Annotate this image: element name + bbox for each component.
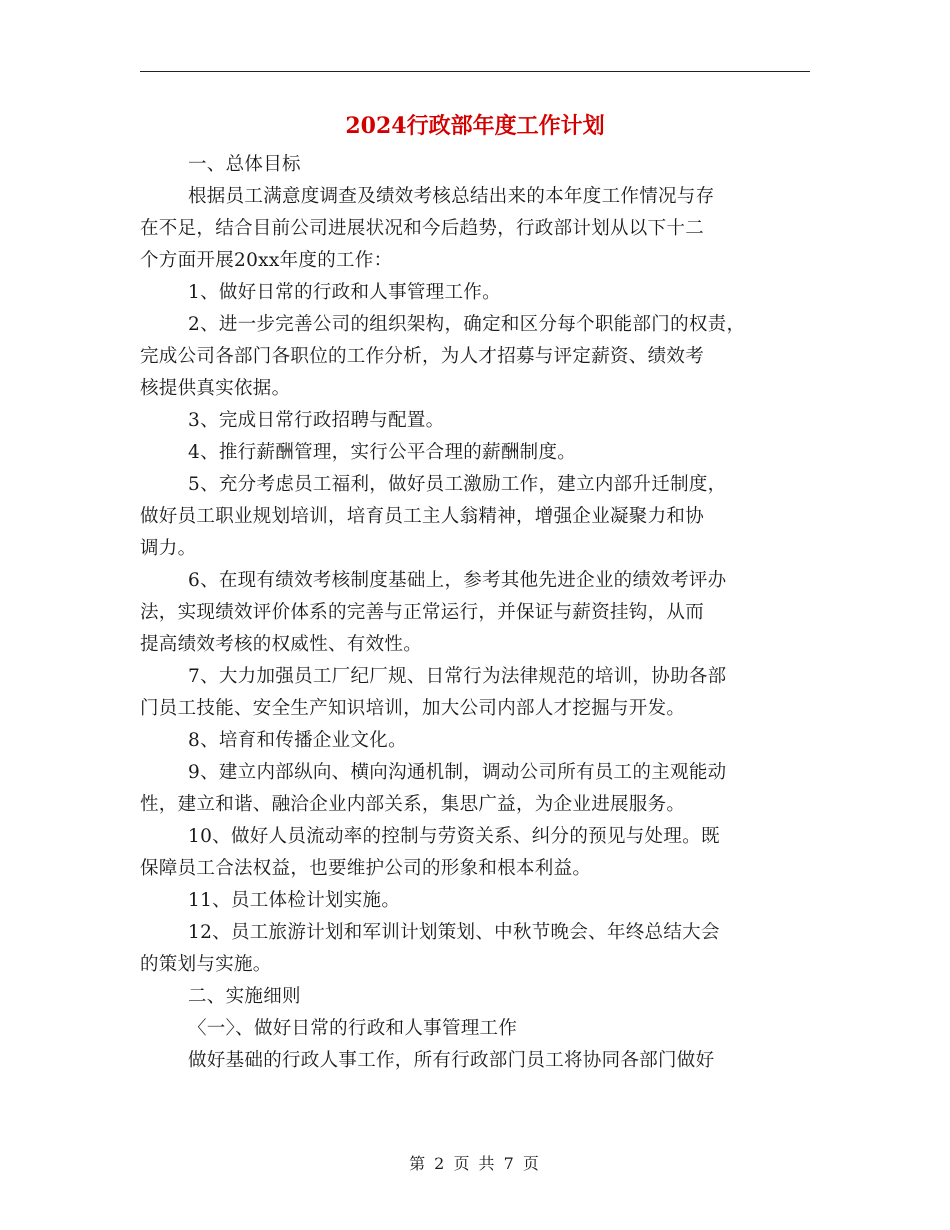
paragraph-line: 2、进一步完善公司的组织架构，确定和区分每个职能部门的权责， <box>188 314 746 335</box>
paragraph-line: 10、做好人员流动率的控制与劳资关系、纠分的预见与处理。既 <box>188 826 720 847</box>
paragraph-line: 5、充分考虑员工福利，做好员工激励工作，建立内部升迁制度， <box>188 474 727 495</box>
paragraph-line: 性，建立和谐、融洽企业内部关系，集思广益，为企业进展服务。 <box>140 794 686 815</box>
paragraph-line: 做好基础的行政人事工作，所有行政部门员工将协同各部门做好 <box>188 1050 715 1071</box>
subsection-heading: 〈一〉、做好日常的行政和人事管理工作 <box>188 1018 518 1039</box>
paragraph-line: 11、员工体检计划实施。 <box>188 890 401 911</box>
paragraph-line: 在不足，结合目前公司进展状况和今后趋势，行政部计划从以下十二 <box>140 218 705 239</box>
paragraph-line: 提高绩效考核的权威性、有效性。 <box>140 634 423 655</box>
paragraph-line: 根据员工满意度调查及绩效考核总结出来的本年度工作情况与存 <box>188 186 715 207</box>
paragraph-line: 调力。 <box>140 538 197 559</box>
section-heading: 一、总体目标 <box>188 154 301 175</box>
paragraph-line: 的策划与实施。 <box>140 954 272 975</box>
document-body <box>140 149 812 1077</box>
paragraph-line: 6、在现有绩效考核制度基础上，参考其他先进企业的绩效考评办 <box>188 570 727 591</box>
header-rule <box>140 71 810 72</box>
paragraph-line: 核提供真实依据。 <box>140 378 291 399</box>
paragraph-line: 7、大力加强员工厂纪厂规、日常行为法律规范的培训，协助各部 <box>188 666 727 687</box>
paragraph-line: 9、建立内部纵向、横向沟通机制，调动公司所有员工的主观能动 <box>188 762 727 783</box>
paragraph-line: 门员工技能、安全生产知识培训，加大公司内部人才挖掘与开发。 <box>140 698 686 719</box>
paragraph-line: 保障员工合法权益，也要维护公司的形象和根本利益。 <box>140 858 592 879</box>
section-heading: 二、实施细则 <box>188 986 301 1007</box>
paragraph-line: 12、员工旅游计划和军训计划策划、中秋节晚会、年终总结大会 <box>188 922 720 943</box>
paragraph-line: 做好员工职业规划培训，培育员工主人翁精神，增强企业凝聚力和协 <box>140 506 705 527</box>
paragraph-line: 完成公司各部门各职位的工作分析，为人才招募与评定薪资、绩效考 <box>140 346 705 367</box>
paragraph-line: 4、推行薪酬管理，实行公平合理的薪酬制度。 <box>188 442 577 463</box>
page-number-footer: 第 2 页 共 7 页 <box>409 1154 541 1173</box>
paragraph-line: 个方面开展20xx年度的工作： <box>140 250 393 271</box>
paragraph-line: 法，实现绩效评价体系的完善与正常运行，并保证与薪资挂钩，从而 <box>140 602 705 623</box>
paragraph-line: 3、完成日常行政招聘与配置。 <box>188 410 445 431</box>
document-title: 2024行政部年度工作计划 <box>345 113 605 139</box>
paragraph-line: 8、培育和传播企业文化。 <box>188 730 407 751</box>
paragraph-line: 1、做好日常的行政和人事管理工作。 <box>188 282 501 303</box>
